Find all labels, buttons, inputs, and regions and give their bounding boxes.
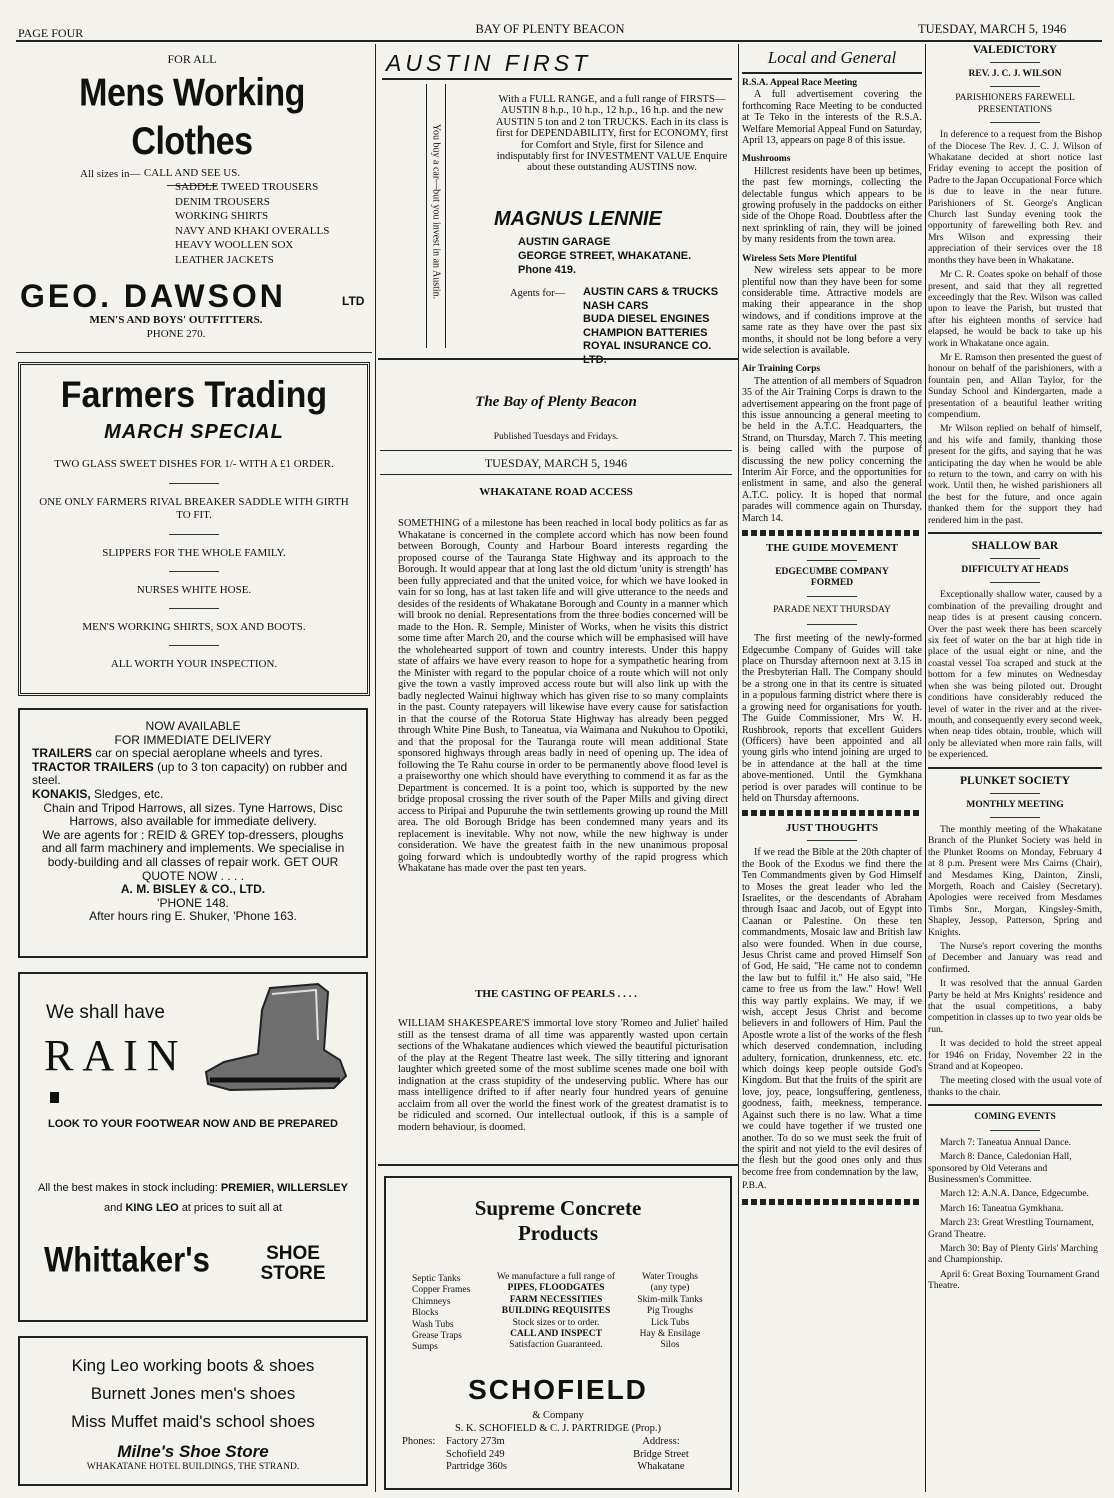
editorial-body: WILLIAM SHAKESPEARE'S immortal love story 'Romeo and Juliet' hailed still as the tensest drama of all time was apparently wasted upon certain sections of the Whakatane audiences which viewed the beautiful picturisation of the play at the Regent Theatre last week. The silly tittering and ignorant laughter which greeted some of the most sublime scenes made one boil with indignation at the crass stupidity of the undeserving public. Where has our mass intelligence drifted to if after nearly four hundred years of genuine acclaim from all over the world the finest work of the greatest dramatist is to be ridiculed and scorned. Our intellectual outlook, if this is a sample of modern behaviour, is doomed. [398, 1018, 728, 1133]
bisley-ad [18, 708, 368, 958]
column-rule [738, 44, 739, 1492]
dawson-trade: MEN'S AND BOYS' OUTFITTERS. [89, 314, 263, 326]
list-item: PIPES, FLOODGATES [507, 1283, 605, 1294]
list-item: Whakatane [637, 1461, 685, 1473]
events-list [928, 1137, 1102, 1292]
list-item: Water Troughs [642, 1272, 698, 1282]
list-item: Lick Tubs [650, 1317, 690, 1328]
column-rule [375, 44, 376, 1492]
dawson-for-all: FOR ALL [167, 52, 217, 66]
masthead-paper-title: BAY OF PLENTY BEACON [475, 22, 625, 36]
thoughts-body: If we read the Bible at the 20th chapter of the Book of the Exodus we find there the Ten Commandments given by God Himself to Moses the great leader who led the Israelites, or the descendants of Abraham through Isaac and Jacob, out of Egypt into Caanan or Palestine. On these ten commandments, Mosaic law and British law also were founded. When in due course, Jesus Christ came and proved Himself Son of God, He said, "He came not to condemn the law but to fulfil it." He also said, "He came to free us from the law." How! Well this way partly explains. We may, if we wish, accept Jesus Christ and become believers in and followers of Him. Paul the Apostle wrote a list of the works of the flesh which deserved condemnation, including adultery, fornication, drunkenness, etc. etc. which doings keep people outside God's Kingdom. But that the fruits of the spirit are love, joy, peace, longsuffering, gentleness, goodness, faith, meekness, temperance. Against such there is no law. What a time we could have together if we trusted one another. To do so we must seek the fruit of the spirit and not yield to the evil desires of the flesh but the good ones only and thus become free from condemnation by the law, [742, 847, 922, 1178]
divider [928, 532, 1102, 534]
editorial-body: SOMETHING of a milestone has been reached in local body politics as far as Whakatane is concerned in the complete accord which has now been found between Borough, County and Harbour Board interests regarding the proposed course of the Tauranga State Highway and its approach to the Borough. It would appear that at long last the old dictum 'unity is strength' has been fully appreciated and that the united voice, for which we have looked in vain for so long, has at last taken life and will give utterance to the needs and desides of the residents of Whakatane Borough and County in a manner which will brook no denial. Representations from the three bodies concerned will be made to the Hon. R. Semple, Minister of Works, when he visits this district some time after March 20, and the course which will be emphasised will have the wholehearted support of town and country interests. Under this happy state of affairs we have every reason to hope for a sympathetic hearing from the Minister with regard to the popular choice of a route which will not only give the town a vastly improved access route but will also link up with the badly neglected Wainui highway which has given rise to so many complaints in the past. County ratepayers will likewise have every cause for satisfaction in that the course of the Rotorua State Highway has already been pegged through White Pine Bush, to Taneatua, via Waimana and Nukuhou to Opotiki, and that the proposal for the Tauranga route will mean additional State sponsored highways through areas badly in need of opening up. The idea of following the Te Rahu course in order to be permanently above flood level is a praiseworthy one which should have everything to commend it as far as the Department is concerned. It is a point too, which is supported by the new bridge proposal crossing the river south of the Paper Mills and giving direct access to Piripai and Pupuruhe the twin settlements growing up round the Mill area. The old Borough Bridge has been condemned many years and its replacement is inevitable. Why not now, while the new highway is under consideration. We have the greatest faith in the new unanimous proposal going forward which is undoubtedly worthy of the rapid progress which Whakatane has made over the past ten years. [398, 518, 728, 874]
whittaker-make: PREMIER, [220, 1182, 275, 1194]
bisley-phone: 'PHONE 148. [157, 895, 229, 910]
list-item: Stock sizes or to order. [512, 1317, 600, 1328]
farmers-title: Farmers Trading [60, 374, 328, 416]
list-item: March 30: Bay of Plenty Girls' Marching and Championship. [928, 1242, 1098, 1266]
divider [169, 645, 219, 646]
divider [742, 810, 922, 816]
editorial-heading: WHAKATANE ROAD ACCESS [479, 486, 633, 498]
list-item: SADDLE TWEED TROUSERS [175, 181, 319, 193]
divider [807, 560, 857, 561]
dawson-items [175, 180, 329, 267]
list-item: Schofield 249 [446, 1448, 505, 1460]
bisley-tractor-label: TRACTOR TRAILERS [32, 759, 154, 774]
plunket-body: The Nurse's report covering the months of December and January was read and confirmed. [928, 941, 1102, 975]
list-item: NASH CARS [583, 299, 649, 312]
bisley-line: FOR IMMEDIATE DELIVERY [114, 732, 272, 747]
bisley-line: NOW AVAILABLE [145, 719, 241, 733]
whittaker-best-text: All the best makes in stock including: [38, 1182, 218, 1194]
plunket-title: PLUNKET SOCIETY [959, 774, 1071, 787]
list-item: March 12: A.N.A. Dance, Edgecumbe. [940, 1188, 1089, 1200]
schofield-address-label: Address: [642, 1436, 680, 1447]
schofield-ad [384, 1176, 732, 1490]
list-item: Wash Tubs [412, 1319, 454, 1330]
divider [807, 596, 857, 597]
divider [16, 352, 372, 353]
divider [928, 767, 1102, 769]
milne-line: King Leo working boots & shoes [71, 1356, 315, 1375]
austin-agents-label: Agents for— [510, 288, 566, 299]
bisley-konakis [32, 788, 354, 802]
list-item: (any type) [650, 1283, 690, 1294]
divider [807, 840, 857, 841]
shallow-title: SHALLOW BAR [971, 540, 1059, 553]
list-item: March 8: Dance, Caledonian Hall, sponsored by Old Veterans and Businessmen's Committee. [928, 1151, 1072, 1185]
farmers-item: NURSES WHITE HOSE. [136, 584, 252, 596]
thoughts-signature: P.B.A. [742, 1181, 767, 1192]
divider [169, 571, 219, 572]
local-body: New wireless sets appear to be more plentiful now than they have been for some considerable time. Attractive models are making their appearance in the shop windows, and if conditions improve at the same rate as they have over the past six months, it should not be long before a very wide selection is available. [742, 265, 922, 356]
list-item: Skim-milk Tanks [637, 1294, 703, 1305]
bisley-tractor [32, 761, 354, 788]
divider [169, 483, 219, 484]
valedictory-sub: PARISHIONERS FAREWELL PRESENTATIONS [955, 93, 1075, 115]
bisley-after-hours: After hours ring E. Shuker, 'Phone 163. [89, 909, 297, 924]
list-item: March 23: Great Wrestling Tournament, Grand Theatre. [928, 1217, 1094, 1240]
editorial-paper-title: The Bay of Plenty Beacon [475, 394, 637, 410]
list-item: We manufacture a full range of [496, 1272, 616, 1282]
bisley-konakis-label: KONAKIS, [32, 786, 91, 801]
list-item: BUILDING REQUISITES [501, 1306, 611, 1317]
list-item: Grease Traps [412, 1331, 462, 1342]
schofield-title: Supreme Concrete [474, 1196, 642, 1220]
farmers-item: TWO GLASS SWEET DISHES FOR 1/- WITH A £1 ORDER. [54, 458, 334, 470]
list-item: Septic Tanks [412, 1274, 461, 1284]
local-subhead: Mushrooms [742, 154, 791, 165]
austin-dealer-name: MAGNUS LENNIE [494, 208, 662, 230]
schofield-right-list [622, 1272, 718, 1352]
austin-phone: Phone 419. [518, 264, 577, 276]
bisley-tractor-text: (up to 3 ton capacity) on rubber and steel. [32, 759, 348, 788]
bisley-trailers-text: car on special aeroplane wheels and tyres. [92, 746, 323, 761]
list-item: LEATHER JACKETS [175, 253, 274, 266]
austin-title: AUSTIN FIRST [386, 50, 592, 76]
list-item: AUSTIN CARS & TRUCKS [583, 286, 719, 298]
divider [378, 358, 738, 360]
dawson-sizes: All sizes in— [80, 168, 141, 180]
list-item: Blocks [412, 1308, 439, 1319]
shallow-body: Exceptionally shallow water, caused by a combination of the prevailing drought and neap tides is at present causing concern. Over the past week there has been scarcely six feet of water on the bar at high tide in place of the usual eight or nine, and the coastal vessel Toa scraped and stuck at the bottom for a few minutes on Wednesday when she was being piloted out. Drought conditions have considerably reduced the level of water in the river and at the river-mouth, and consequently every second week, when neap tides obtain, trouble, which will only be alleviated when more rain falls, will be experienced. [928, 589, 1102, 761]
boot-icon [200, 980, 350, 1100]
masthead-rule [16, 40, 1102, 42]
local-general-column [742, 46, 922, 1211]
divider [990, 62, 1040, 63]
valedictory-body: Mr Wilson replied on behalf of himself, and his wife and family, thanking those present for the gifts, and saying that he was anticipating the day when he would be able to return to the town, and carry on with his work. Until then, he wished parishioners all the best for the future, and once again thanked them for the support they had rendered him in the past. [928, 423, 1102, 526]
dawson-name: GEO. DAWSON [20, 278, 286, 314]
events-title: COMING EVENTS [974, 1112, 1056, 1123]
guide-title: THE GUIDE MOVEMENT [765, 542, 898, 555]
list-item: CALL AND INSPECT [510, 1329, 602, 1340]
austin-street: GEORGE STREET, WHAKATANE. [518, 250, 692, 262]
schofield-name: SCHOFIELD [468, 1374, 648, 1405]
whittaker-and: and [104, 1202, 123, 1214]
rain-drop-icon [50, 1092, 59, 1103]
plunket-body: It was resolved that the annual Garden Party be held at Mrs Knights' residence and that the usual competitions, a baby competition in classes up to two year olds be run. [928, 978, 1102, 1035]
divider [990, 86, 1040, 87]
schofield-title: Products [517, 1221, 599, 1245]
milne-address: WHAKATANE HOTEL BUILDINGS, THE STRAND. [86, 1462, 300, 1472]
guide-body: The first meeting of the newly-formed Edgecumbe Company of Guides will take place on Thursday afternoon next at 3.15 in the Presbyterian Hall. The Company should be a strong one in that its centre is situated in a populous farming district where there is a growing need for organisations for youth. The Guide Commissioner, Mrs W. H. Rushbrook, reports that excellent Guiders (Officers) have been appointed and all young girls who intend joining are urged to be in attendance at the hall at the time above-mentioned. Until the Gymkhana period is over parades will continue to be held on Thursday afternoons. [742, 633, 922, 804]
divider [742, 530, 922, 536]
valedictory-title: VALEDICTORY [972, 44, 1058, 56]
column-rule [925, 44, 926, 1492]
divider [990, 558, 1040, 559]
divider [169, 534, 219, 535]
schofield-phones [446, 1436, 507, 1474]
divider [990, 122, 1040, 123]
whittaker-make: KING LEO [125, 1202, 179, 1214]
dawson-ad [16, 52, 368, 192]
farmers-item: ONE ONLY FARMERS RIVAL BREAKER SADDLE WITH GIRTH TO FIT. [39, 496, 349, 521]
austin-side-text: You buy a car—but you invest in an Austin. [430, 123, 442, 300]
whittaker-ad [18, 972, 368, 1322]
plunket-body: The meeting closed with the usual vote of thanks to the chair. [928, 1075, 1102, 1098]
list-item: WORKING SHIRTS [175, 210, 269, 222]
editorial-date: TUESDAY, MARCH 5, 1946 [484, 456, 628, 470]
milne-line: Miss Muffet maid's school shoes [71, 1412, 315, 1431]
divider [742, 1199, 922, 1205]
list-item: March 16: Taneatua Gymkhana. [940, 1202, 1064, 1214]
schofield-address [606, 1436, 716, 1474]
list-item: Pig Troughs [646, 1306, 694, 1317]
farmers-item: MEN'S WORKING SHIRTS, SOX AND BOOTS. [82, 621, 306, 633]
divider [378, 1164, 738, 1166]
farmers-ad [18, 362, 370, 696]
whittaker-look: LOOK TO YOUR FOOTWEAR NOW AND BE PREPARED [48, 1118, 338, 1130]
local-body: A full advertisement covering the forthcoming Race Meeting to be conducted at Te Teko in the interests of the R.S.A. Welfare Memorial Appeal Fund on Saturday, April 13, appears on page 8 of this issue. [742, 89, 922, 147]
masthead-date: TUESDAY, MARCH 5, 1946 [918, 22, 1067, 36]
plunket-body: The monthly meeting of the Whakatane Branch of the Plunket Society was held in the Plunket Rooms on Monday, February 4 at 8 p.m. Present were Mrs Cairns (Chair), and Mesdames King, Dainton, Zinsli, Morgeth, Roach and Caisley (Secretary). Apologies were received from Mesdames Timbs Snr., Morgan, Kingsley-Smith, Shapley, Jessop, Patterson, Spring and Knights. [928, 823, 1102, 938]
schofield-phones-label: Phones: [402, 1436, 436, 1447]
divider [380, 474, 732, 475]
local-subhead: Wireless Sets More Plentiful [742, 253, 857, 264]
local-body: The attention of all members of Squadron 35 of the Air Training Corps is drawn to the advertisement appearing on the front page of this issue announcing a general meeting to be held in the A.T.C. Headquarters, the Strand, on Thursday, March 7. This meeting is being called with the purpose of discussing the new policy concerning the Interim Air Force, and the opportunities for enlistment in same, and also the general A.T.C. policy. It is hoped that normal parades will commence again on Thursday, March 14. [742, 375, 922, 524]
list-item: Factory 273m [446, 1436, 505, 1447]
list-item: NAVY AND KHAKI OVERALLS [175, 224, 330, 237]
austin-body: With a FULL RANGE, and a full range of FIRSTS—AUSTIN 8 h.p., 10 h.p., 12 h.p., 16 h.p. and the new AUSTIN 5 ton and 2 ton TRUCKS. Each in its class is first for DEPENDABILITY, first for ECONOMY, first for Comfort and Style, first for Silence and indisputably first for INVESTMENT VALUE Enquire about these outstanding AUSTINS now. [495, 94, 729, 174]
divider [990, 582, 1040, 583]
editorial-published: Published Tuesdays and Fridays. [493, 432, 619, 442]
list-item: Sumps [412, 1342, 438, 1353]
whittaker-store: STORE [260, 1263, 326, 1284]
valedictory-body: In deference to a request from the Bishop of the Diocese The Rev. J. C. J. Wilson of Whakatane decided at short notice last Friday evening to accept the position of Padre to the Japan Occupational Force which is due to leave in the near future. Parishioners of St. George's Anglican Church last Sunday evening took the opportunity of farewelling both Rev. and Mrs Wilson and expressing their appreciation of their services over the 18 months they have been in Whakatane. [928, 129, 1102, 266]
dawson-ltd: LTD [342, 294, 365, 308]
divider [990, 1130, 1040, 1131]
shallow-sub: DIFFICULTY AT HEADS [961, 565, 1069, 576]
bisley-trailers [32, 747, 354, 761]
list-item: Satisfaction Guaranteed. [509, 1340, 603, 1351]
whittaker-shoe: SHOE [266, 1243, 320, 1264]
schofield-company: & Company [532, 1410, 584, 1421]
guide-subhead: PARADE NEXT THURSDAY [773, 604, 891, 615]
valedictory-rev: REV. J. C. J. WILSON [968, 69, 1062, 79]
bisley-konakis-text: Sledges, etc. [90, 786, 164, 801]
list-item: DENIM TROUSERS [175, 195, 270, 208]
divider [169, 608, 219, 609]
local-title: Local and General [767, 48, 897, 67]
schofield-props: S. K. SCHOFIELD & C. J. PARTRIDGE (Prop.) [454, 1423, 662, 1434]
dawson-headline: Mens Working Clothes [79, 71, 305, 163]
divider [742, 72, 922, 74]
farmers-subtitle: MARCH SPECIAL [104, 421, 284, 443]
austin-garage: AUSTIN GARAGE [518, 236, 611, 248]
local-body: Hillcrest residents have been up betimes, the past few mornings, collecting the delectable fungus which appears to be growing profusely in the paddocks on either side of the Ohope Road. Doubtless after the next sprinkling of rain, they will be joined by many residents from the town area. [742, 165, 922, 246]
milne-name: Milne's Shoe Store [117, 1442, 269, 1461]
valedictory-body: Mr C. R. Coates spoke on behalf of those present, and said that they all regretted exceedingly that the Rev. Wilson was called upon to leave the Parish, but trusted that after his eighteen months of service had elapsed, he would be back to take up his work in Whakatane once again. [928, 269, 1102, 349]
valedictory-body: Mr E. Ramson then presented the guest of honour on behalf of the parishioners, with a fountain pen, and Allan Taylor, for the Sunday School and Kindergarten, made a presentation of a beautiful leather writing compendium. [928, 351, 1102, 420]
divider [807, 624, 857, 625]
austin-agents [583, 286, 735, 368]
farmers-item: SLIPPERS FOR THE WHOLE FAMILY. [102, 547, 286, 559]
bisley-name: A. M. BISLEY & CO., LTD. [120, 882, 266, 897]
whittaker-make: WILLERSLEY [277, 1182, 348, 1194]
divider [928, 1104, 1102, 1106]
divider [990, 793, 1040, 794]
list-item: Partridge 360s [446, 1461, 507, 1473]
page-number: PAGE FOUR [18, 26, 84, 40]
whittaker-name: Whittaker's [44, 1239, 210, 1280]
thoughts-title: JUST THOUGHTS [785, 822, 879, 835]
list-item: FARM NECESSITIES [509, 1294, 603, 1305]
list-item: April 6: Great Boxing Tournament Grand Theatre. [928, 1268, 1100, 1292]
whittaker-we-shall: We shall have [46, 1002, 165, 1023]
dawson-call: CALL AND SEE US. [143, 167, 241, 179]
whittaker-prices: at prices to suit all at [181, 1202, 282, 1214]
bisley-harrows: Chain and Tripod Harrows, all sizes. Tyne Harrows, Disc Harrows, also available for immediate delivery. [43, 800, 343, 829]
local-subhead: Air Training Corps [742, 364, 821, 375]
right-column [928, 44, 1102, 1295]
dawson-phone: PHONE 270. [146, 328, 206, 340]
schofield-left-list [412, 1274, 470, 1354]
list-item: ROYAL INSURANCE CO. [583, 340, 712, 353]
list-item: Hay & Ensilage [639, 1329, 701, 1340]
list-item: Copper Frames [412, 1285, 471, 1296]
bisley-agents: We are agents for : REID & GREY top-dressers, ploughs and all farm machinery and implements. We specialise in body-building and all classes of repair work. GET OUR QUOTE NOW . . . . [41, 827, 345, 883]
milne-ad [18, 1336, 368, 1486]
plunket-body: It was decided to hold the street appeal for 1946 on Friday, November 22 in the Strand and at Kopeopeo. [928, 1038, 1102, 1073]
milne-line: Burnett Jones men's shoes [90, 1384, 296, 1403]
bisley-trailers-label: TRAILERS [32, 746, 92, 761]
editorial-heading: THE CASTING OF PEARLS . . . . [475, 988, 637, 1000]
divider [990, 817, 1040, 818]
list-item: Silos [660, 1340, 680, 1351]
whittaker-rain: RAIN [44, 1031, 188, 1080]
list-item: Bridge Street [633, 1448, 689, 1460]
list-item: HEAVY WOOLLEN SOX [175, 239, 294, 251]
guide-subhead: EDGECUMBE COMPANY FORMED [775, 567, 889, 589]
list-item: CHAMPION BATTERIES [583, 326, 708, 339]
schofield-mid-list [492, 1272, 620, 1352]
local-subhead: R.S.A. Appeal Race Meeting [742, 78, 858, 88]
whittaker-best [28, 1178, 358, 1218]
list-item: Chimneys [412, 1296, 451, 1307]
list-item: BUDA DIESEL ENGINES [583, 313, 710, 326]
list-item: March 7: Taneatua Annual Dance. [940, 1136, 1072, 1148]
divider [380, 450, 732, 451]
farmers-item: ALL WORTH YOUR INSPECTION. [110, 658, 278, 670]
plunket-sub: MONTHLY MEETING [966, 799, 1064, 810]
